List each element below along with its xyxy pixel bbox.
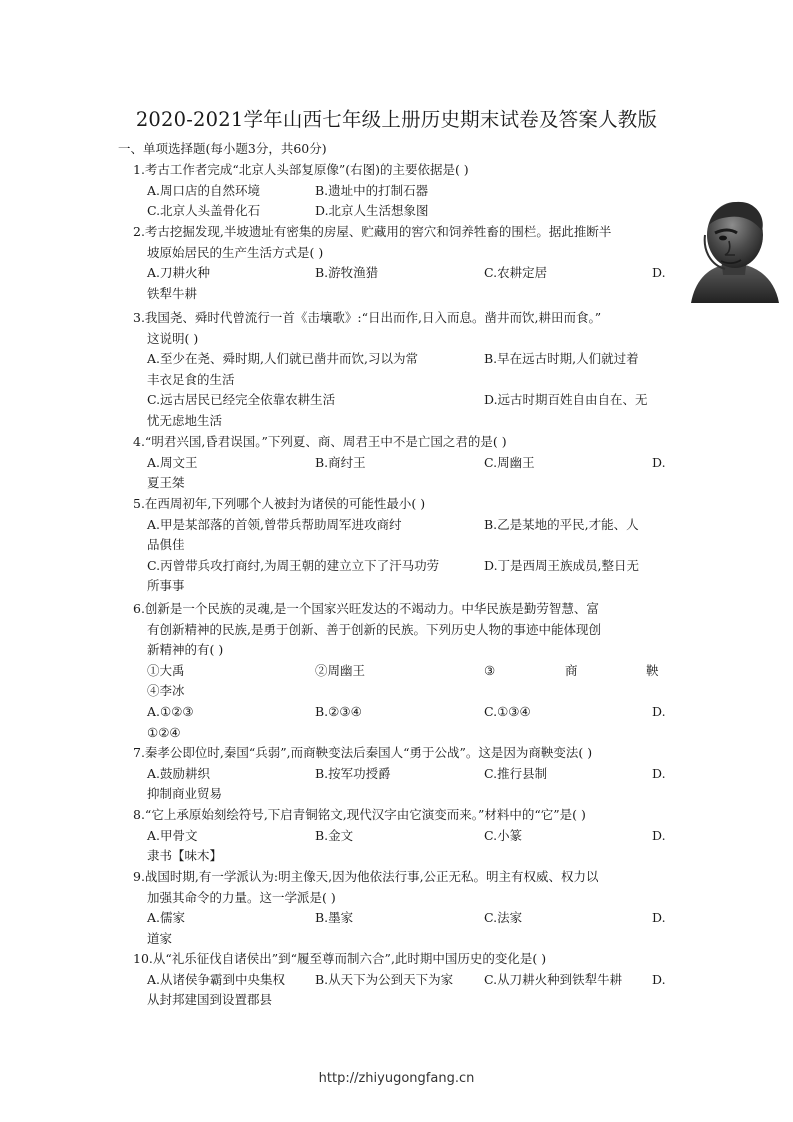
question-6-option: A.①②③ — [147, 704, 194, 719]
question-7-option: B.按军功授爵 — [315, 765, 391, 781]
question-10-option: C.从刀耕火种到铁犁牛耕 — [484, 971, 623, 987]
question-1-option: B.遗址中的打制石器 — [315, 182, 429, 198]
question-6-stem-line: 新精神的有( ) — [147, 642, 224, 658]
question-6-option: B.②③④ — [315, 704, 362, 719]
question-3-option: B.早在远古时期,人们就过着 — [484, 351, 639, 367]
question-9-stem-line: 加强其命令的力量。这一学派是( ) — [147, 889, 336, 905]
question-3-option: 丰衣足食的生活 — [147, 371, 235, 387]
question-3-option: A.至少在尧、舜时期,人们就已凿井而饮,习以为常 — [147, 351, 418, 367]
question-1-option: C.北京人头盖骨化石 — [147, 203, 261, 219]
peking-man-bust-image — [685, 195, 783, 307]
question-7-option: C.推行县制 — [484, 765, 548, 781]
question-3-option: D.远古时期百姓自由自在、无 — [484, 392, 648, 408]
question-10-option: A.从诸侯争霸到中央集权 — [147, 971, 286, 987]
question-3-option: C.远古居民已经完全依靠农耕生活 — [147, 392, 336, 408]
question-3-stem-line: 这说明( ) — [147, 330, 199, 346]
question-6-option: 商 — [565, 662, 578, 678]
question-10-option: 从封邦建国到设置郡县 — [147, 992, 273, 1008]
page-title: 2020-2021学年山西七年级上册历史期末试卷及答案人教版 — [135, 108, 658, 131]
question-10-stem-line: 10.从“礼乐征伐自诸侯出”到“履至尊而制六合”,此时期中国历史的变化是( ) — [133, 951, 547, 966]
question-6-option: ④李冰 — [147, 683, 185, 699]
question-7-option: D. — [652, 765, 666, 781]
question-9-option: C.法家 — [484, 910, 523, 926]
footer-url: http://zhiyugongfang.cn — [318, 1071, 475, 1086]
question-8-stem-line: 8.“它上承原始刻绘符号,下启青铜铭文,现代汉字由它演变而来。”材料中的“它”是( ) — [133, 807, 586, 822]
question-6-option: D. — [652, 704, 666, 719]
question-4-option: 夏王桀 — [147, 475, 185, 491]
question-9-option: A.儒家 — [147, 910, 186, 926]
question-3-option: 忧无虑地生活 — [147, 413, 223, 428]
question-2-option: B.游牧渔猎 — [315, 265, 379, 281]
question-5-option: B.乙是某地的平民,才能、人 — [484, 516, 639, 532]
question-1-stem-line: 1.考古工作者完成“北京人头部复原像”(右图)的主要依据是( ) — [133, 162, 469, 177]
question-7-stem-line: 7.秦孝公即位时,秦国“兵弱”,而商鞅变法后秦国人“勇于公战”。这是因为商鞅变法( ) — [133, 745, 593, 760]
question-9-option: 道家 — [147, 930, 173, 946]
question-5-option: D.丁是西周王族成员,整日无 — [484, 557, 640, 573]
question-7-option: A.鼓励耕织 — [147, 765, 211, 781]
question-2-option: C.农耕定居 — [484, 265, 548, 281]
question-4-stem-line: 4.“明君兴国,昏君误国。”下列夏、商、周君王中不是亡国之君的是( ) — [133, 434, 507, 449]
question-8-option: 隶书【味木】 — [147, 848, 223, 864]
question-7-option: 抑制商业贸易 — [147, 786, 223, 802]
question-5-option: A.甲是某部落的首领,曾带兵帮助周军进攻商纣 — [147, 516, 402, 532]
question-10-option: B.从天下为公到天下为家 — [315, 971, 454, 987]
question-2-stem-line: 2.考古挖掘发现,半坡遗址有密集的房屋、贮藏用的窖穴和饲养牲畜的围栏。据此推断半 — [133, 224, 612, 239]
question-9-option: D. — [652, 910, 666, 926]
question-4-option: C.周幽王 — [484, 454, 535, 470]
question-4-option: B.商纣王 — [315, 454, 366, 470]
question-2-option: 铁犁牛耕 — [147, 285, 198, 301]
question-3-stem-line: 3.我国尧、舜时代曾流行一首《击壤歌》:“日出而作,日入而息。凿井而饮,耕田而食。” — [133, 310, 602, 325]
question-9-stem-line: 9.战国时期,有一学派认为:明主像天,因为他依法行事,公正无私。明主有权威、权力以 — [133, 869, 599, 884]
question-4-option: D. — [652, 454, 666, 470]
question-5-option: C.丙曾带兵攻打商纣,为周王朝的建立立下了汗马功劳 — [147, 557, 440, 573]
question-8-option: D. — [652, 827, 666, 843]
question-6-option: ③ — [484, 662, 496, 678]
question-9-option: B.墨家 — [315, 910, 354, 926]
section-heading: 一、单项选择题(每小题3分，共60分) — [118, 141, 327, 156]
question-6-stem-line: 6.创新是一个民族的灵魂,是一个国家兴旺发达的不竭动力。中华民族是勤劳智慧、富 — [133, 601, 599, 616]
question-6-option: ①②④ — [147, 724, 181, 740]
question-5-option: 所事事 — [147, 578, 185, 594]
question-8-option: C.小篆 — [484, 827, 523, 843]
question-5-option: 品俱佳 — [147, 537, 185, 553]
question-6-option: 鞅 — [646, 662, 659, 678]
question-1-option: D.北京人生活想象图 — [315, 203, 429, 219]
question-2-stem-line: 坡原始居民的生产生活方式是( ) — [147, 244, 324, 260]
question-4-option: A.周文王 — [147, 454, 198, 470]
question-8-option: A.甲骨文 — [147, 827, 198, 843]
question-8-option: B.金文 — [315, 827, 354, 843]
question-6-stem-line: 有创新精神的民族,是勇于创新、善于创新的民族。下列历史人物的事迹中能体现创 — [147, 621, 601, 637]
question-10-option: D. — [652, 971, 666, 987]
question-5-stem-line: 5.在西周初年,下列哪个人被封为诸侯的可能性最小( ) — [133, 496, 426, 511]
question-2-option: A.刀耕火种 — [147, 265, 211, 281]
question-6-option: ②周幽王 — [315, 662, 366, 678]
question-6-option: ①大禹 — [147, 662, 185, 678]
question-1-option: A.周口店的自然环境 — [147, 182, 261, 198]
question-6-option: C.①③④ — [484, 704, 531, 719]
question-2-option: D. — [652, 265, 666, 281]
